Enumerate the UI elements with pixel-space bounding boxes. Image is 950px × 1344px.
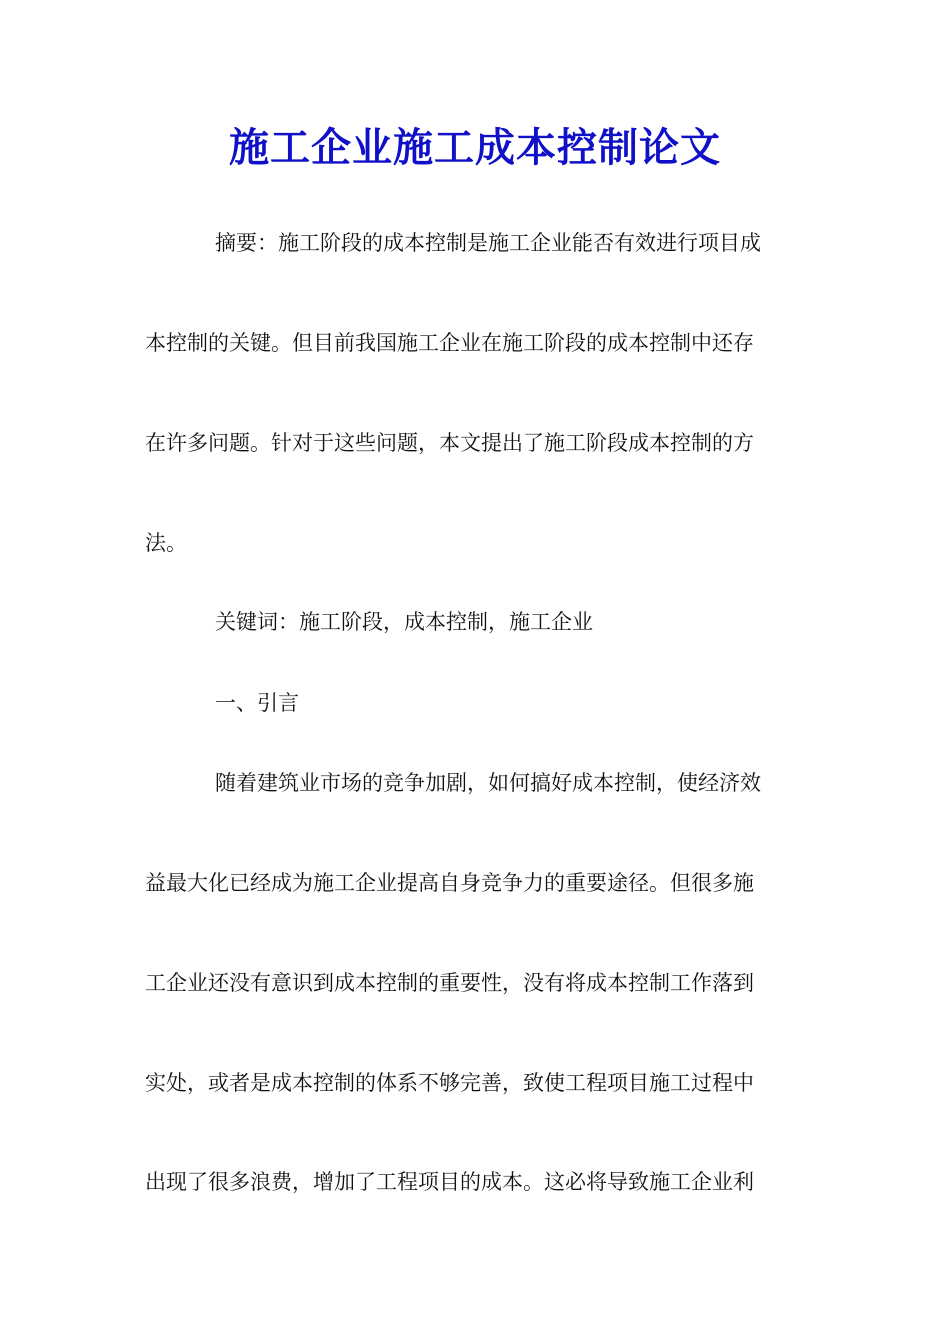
- abstract-line-3: 在许多问题。针对于这些问题，本文提出了施工阶段成本控制的方: [145, 431, 754, 455]
- intro-line-3: 工企业还没有意识到成本控制的重要性，没有将成本控制工作落到: [145, 971, 754, 995]
- abstract-line-2: 本控制的关键。但目前我国施工企业在施工阶段的成本控制中还存: [145, 331, 754, 355]
- document-title: 施工企业施工成本控制论文: [229, 124, 721, 171]
- abstract-line-1: 摘要：施工阶段的成本控制是施工企业能否有效进行项目成: [215, 231, 761, 255]
- intro-line-5: 出现了很多浪费，增加了工程项目的成本。这必将导致施工企业利: [145, 1170, 754, 1194]
- keywords-line: 关键词：施工阶段，成本控制，施工企业: [215, 610, 593, 634]
- abstract-line-4: 法。: [145, 531, 187, 555]
- intro-line-2: 益最大化已经成为施工企业提高自身竞争力的重要途径。但很多施: [145, 871, 754, 895]
- intro-line-1: 随着建筑业市场的竞争加剧，如何搞好成本控制，使经济效: [215, 771, 761, 795]
- intro-line-4: 实处，或者是成本控制的体系不够完善，致使工程项目施工过程中: [145, 1071, 754, 1095]
- section-heading-introduction: 一、引言: [215, 691, 299, 715]
